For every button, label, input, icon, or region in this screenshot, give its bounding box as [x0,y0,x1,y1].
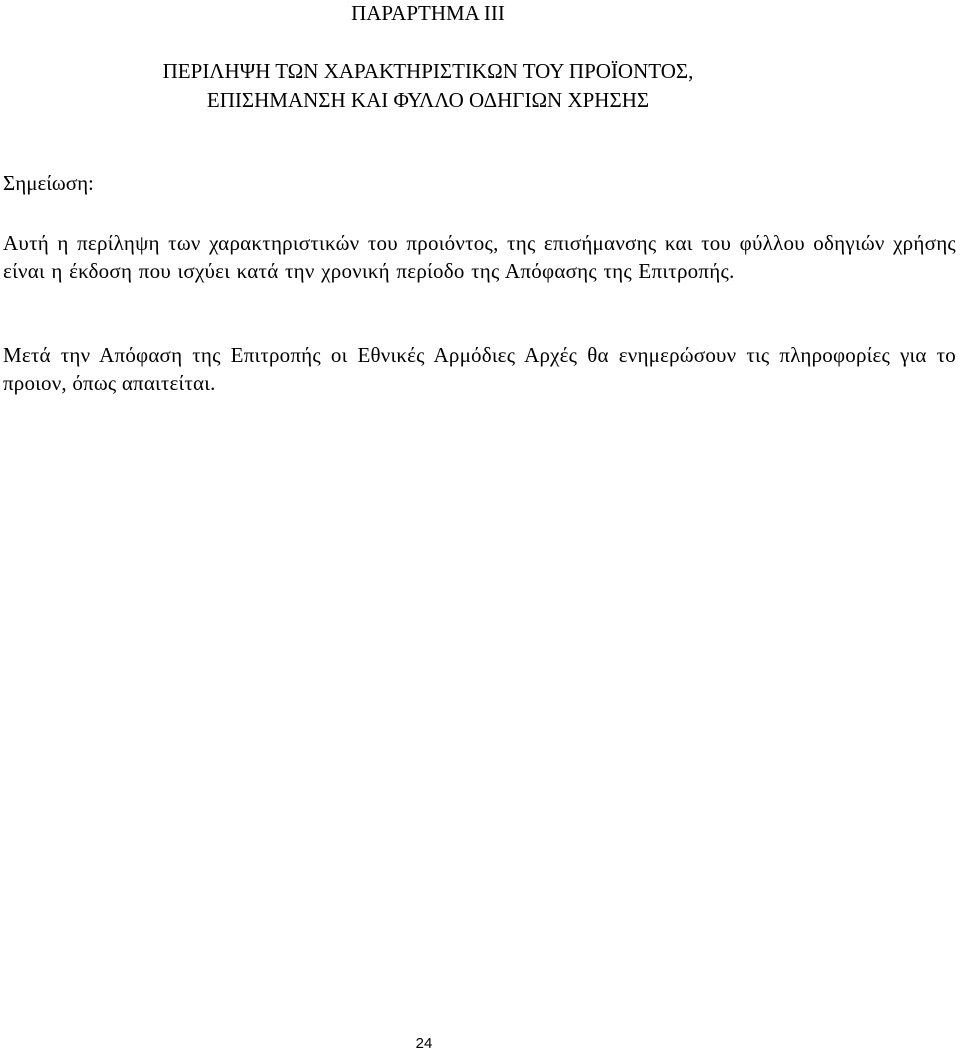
paragraph-summary-note: Αυτή η περίληψη των χαρακτηριστικών του προιόντος, της επισήμανσης και του φύλλου οδηγιών χρήσης είναι η έκδοση που ισχύει κατά την χρονική περίοδο της Απόφασης της Επιτροπής. [3,231,956,283]
paragraph-authorities-note: Μετά την Απόφαση της Επιτροπής οι Εθνικές Αρμόδιες Αρχές θα ενημερώσουν τις πληροφορίες για το προιον, όπως απαιτείται. [3,343,956,395]
heading-line-1: ΠΕΡΙΛΗΨΗ ΤΩΝ ΧΑΡΑΚΤΗΡΙΣΤΙΚΩΝ ΤΟΥ ΠΡΟΪΟΝΤΟΣ, [162,59,694,83]
page-number: 24 [415,1035,433,1052]
note-label: Σημείωση: [3,171,94,195]
annex-title: ΠΑΡΑΡΤΗΜΑ III [351,1,505,25]
heading-line-2: ΕΠΙΣΗΜΑΝΣΗ ΚΑΙ ΦΥΛΛΟ ΟΔΗΓΙΩΝ ΧΡΗΣΗΣ [206,88,650,112]
document-heading [0,57,856,115]
